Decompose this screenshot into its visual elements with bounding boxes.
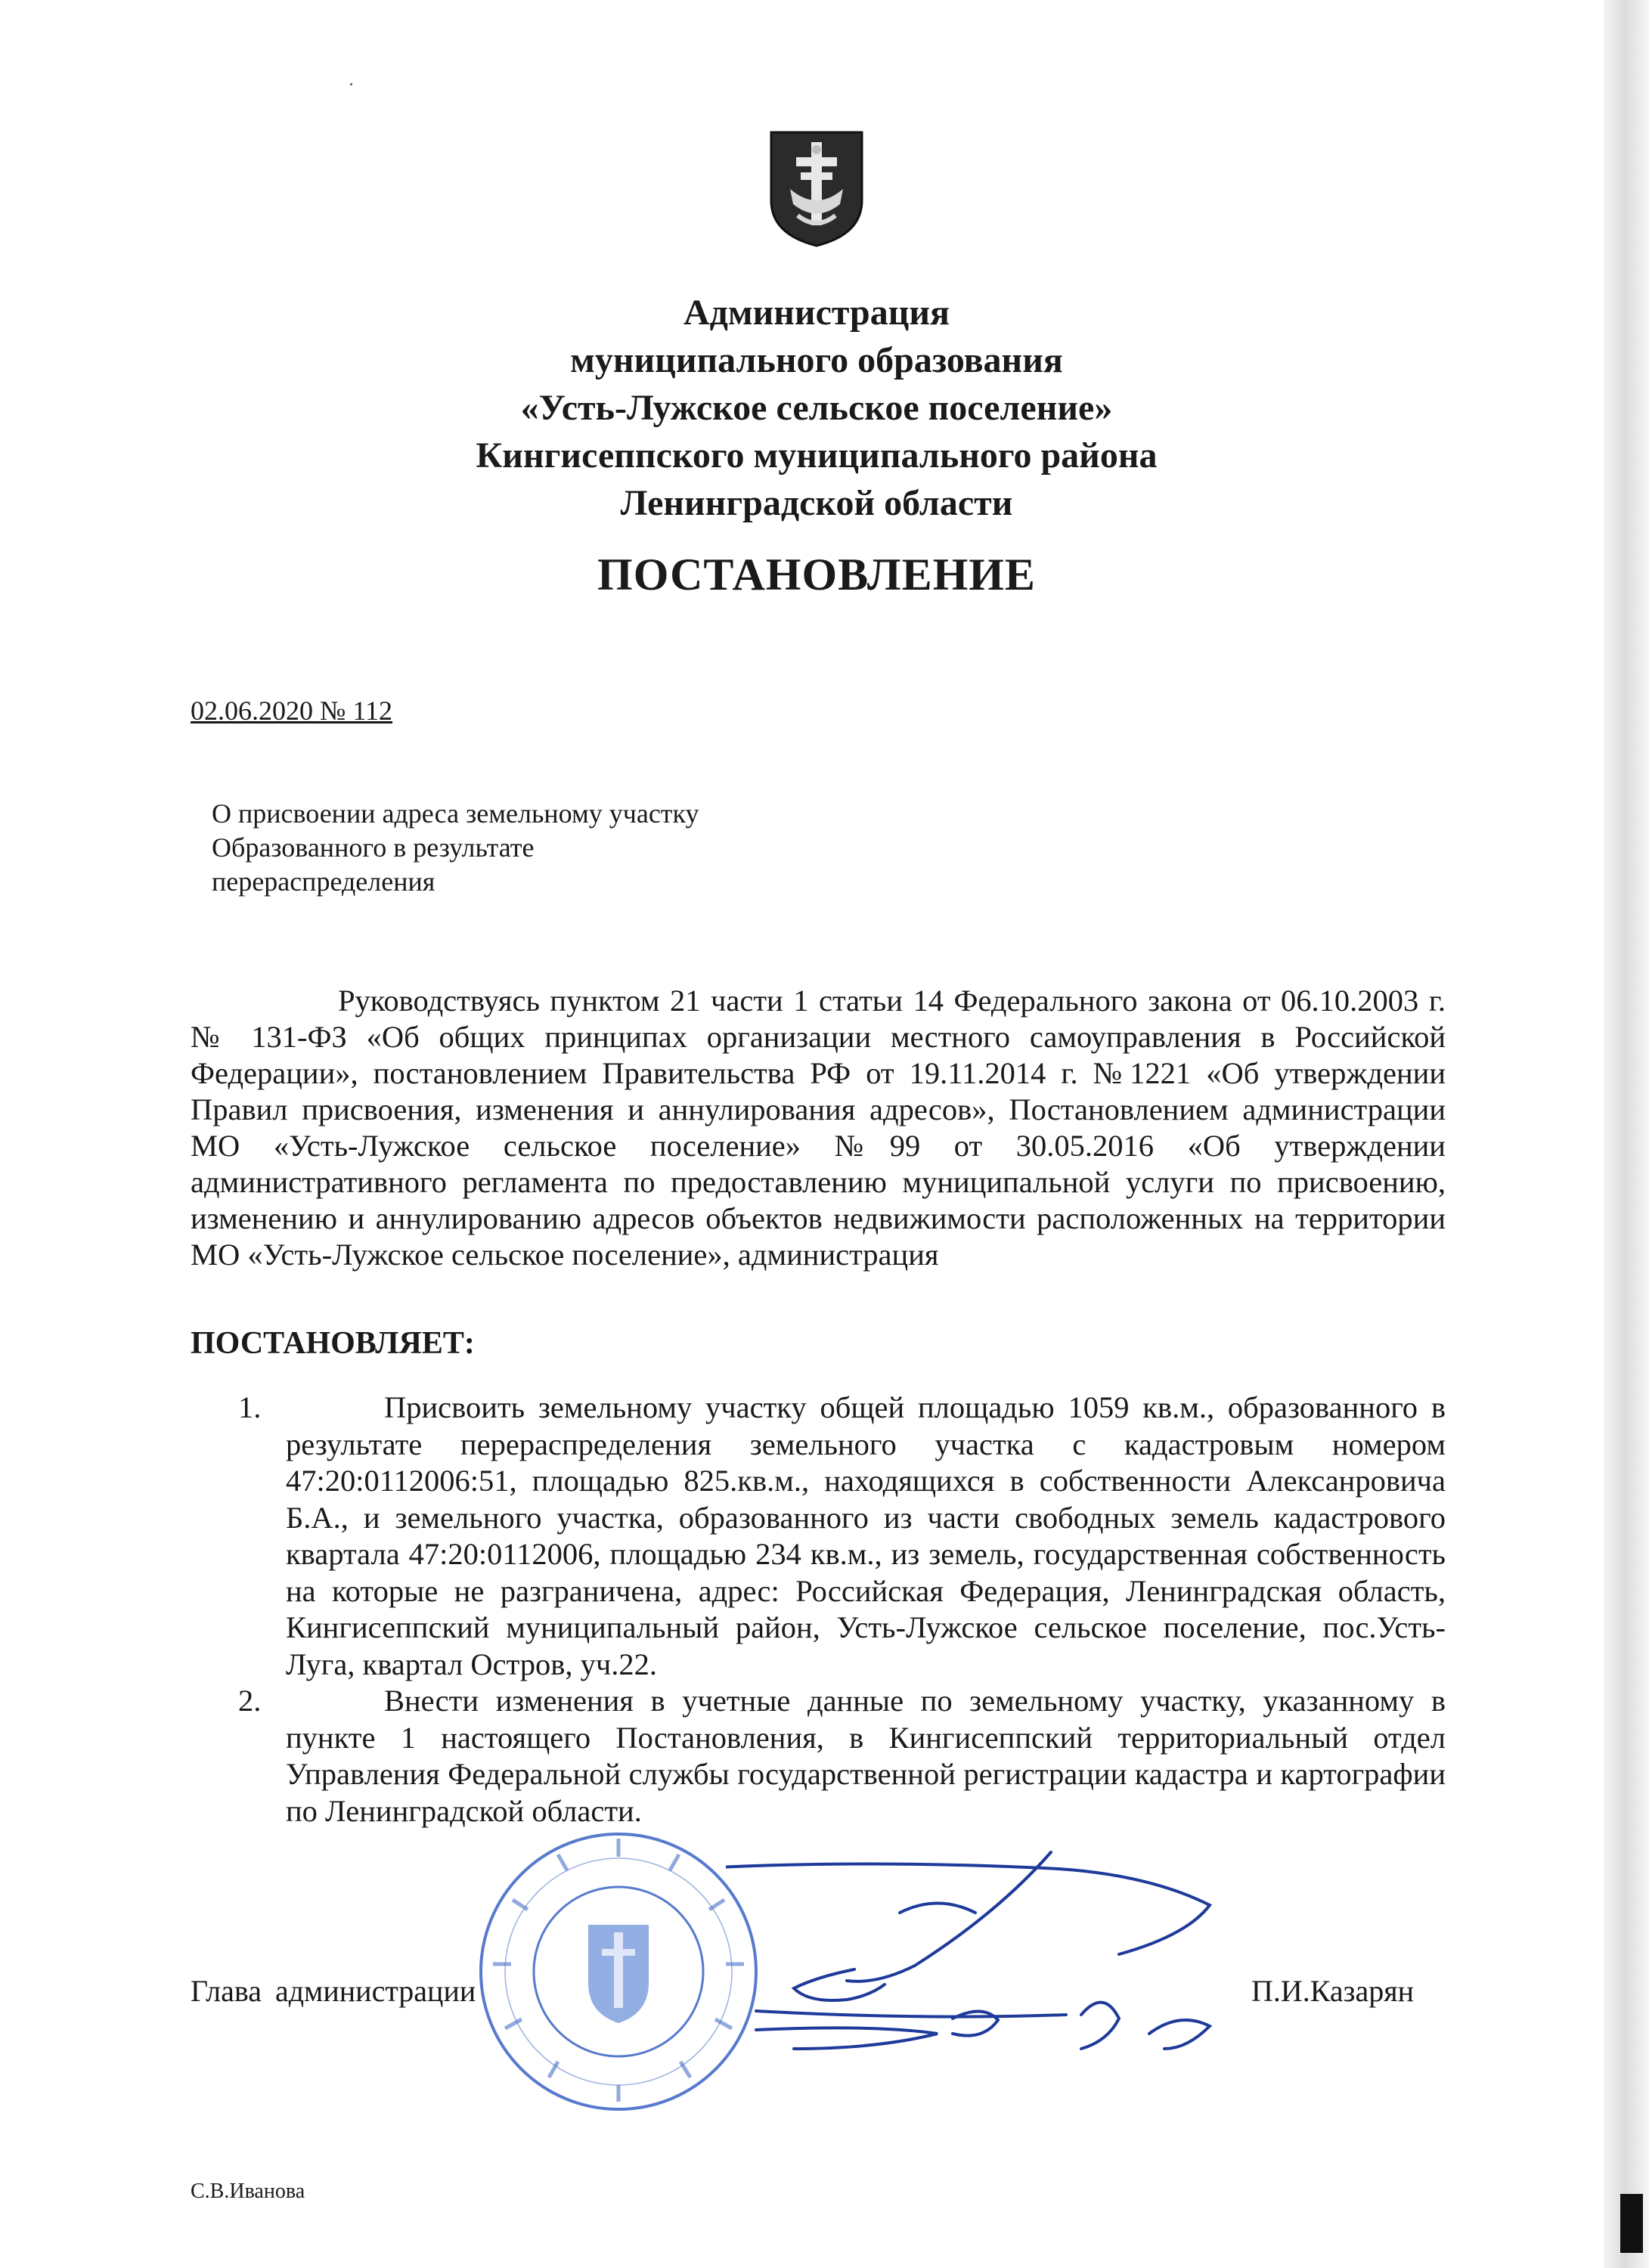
item-number: 2. (238, 1684, 262, 1718)
preamble-paragraph: Руководствуясь пунктом 21 части 1 статьи 14 Федерального закона от 06.10.2003 г. № 131-ФЗ «Об общих принципах организации местного самоуправления в Российской Федерации», постановлением Правительства РФ от 19.11.2014 г. №1221 «Об утверждении Правил присвоения, изменения и аннулирования адресов», Постановлением администрации МО «Усть-Лужское сельское поселение» №99 от 30.05.2016 «Об утверждении административного регламента по предоставлению муниципальной услуги по присвоению, изменению и аннулированию адресов объектов недвижимости расположенных на территории МО «Усть-Лужское сельское поселение», администрация (191, 984, 1446, 1272)
executor-name: С.В.Иванова (191, 2180, 305, 2203)
handwritten-signature (726, 1822, 1300, 2124)
document-number: 02.06.2020 № 112 (191, 696, 393, 726)
resolution-item: Внести изменения в учетные данные по земельному участку, указанному в пункте 1 настоящего Постановления, в Кингисеппский территориальный отдел Управления Федеральной службы государственной регистрации кадастра и картографии по Ленинградской области. (286, 1684, 1446, 1828)
subject-line: перераспределения (212, 866, 435, 897)
issuer-header (287, 289, 1346, 527)
subject-line: Образованного в результате (212, 832, 535, 863)
scan-mark (1620, 2194, 1643, 2253)
header-line: Кингисеппского муниципального района (476, 435, 1158, 476)
document-subject (212, 797, 817, 899)
subject-line: О присвоении адреса земельному участку (212, 798, 699, 829)
official-stamp (475, 1828, 762, 2115)
document-title: ПОСТАНОВЛЕНИЕ (597, 550, 1036, 600)
header-line: муниципального образования (570, 340, 1063, 380)
signatory-title: Глава администрации (191, 1974, 476, 2008)
header-line: Администрация (683, 293, 950, 333)
scan-edge (1604, 0, 1649, 2268)
resolution-item: Присвоить земельному участку общей площадью 1059 кв.м., образованного в результате перераспределения земельного участка с кадастровым номером 47:20:0112006:51, площадью 825.кв.м., находящихся в собственности Алексанровича Б.А., и земельного участка, образованного из части свободных земель кадастрового квартала 47:20:0112006, площадью 234 кв.м., из земель, государственная собственность на которые не разграничена, адрес: Российская Федерация, Ленинградская область, Кингисеппский муниципальный район, Усть-Лужское сельское поселение, пос.Усть-Луга, квартал Остров, уч.22. (286, 1390, 1446, 1681)
header-line: «Усть-Лужское сельское поселение» (520, 388, 1113, 428)
signatory-name: П.И.Казарян (1251, 1974, 1415, 2008)
coat-of-arms-icon (767, 129, 866, 249)
item-number: 1. (238, 1390, 262, 1424)
header-line: Ленинградской области (620, 483, 1013, 523)
resolves-heading: ПОСТАНОВЛЯЕТ: (191, 1326, 475, 1361)
scan-speck (350, 83, 352, 85)
